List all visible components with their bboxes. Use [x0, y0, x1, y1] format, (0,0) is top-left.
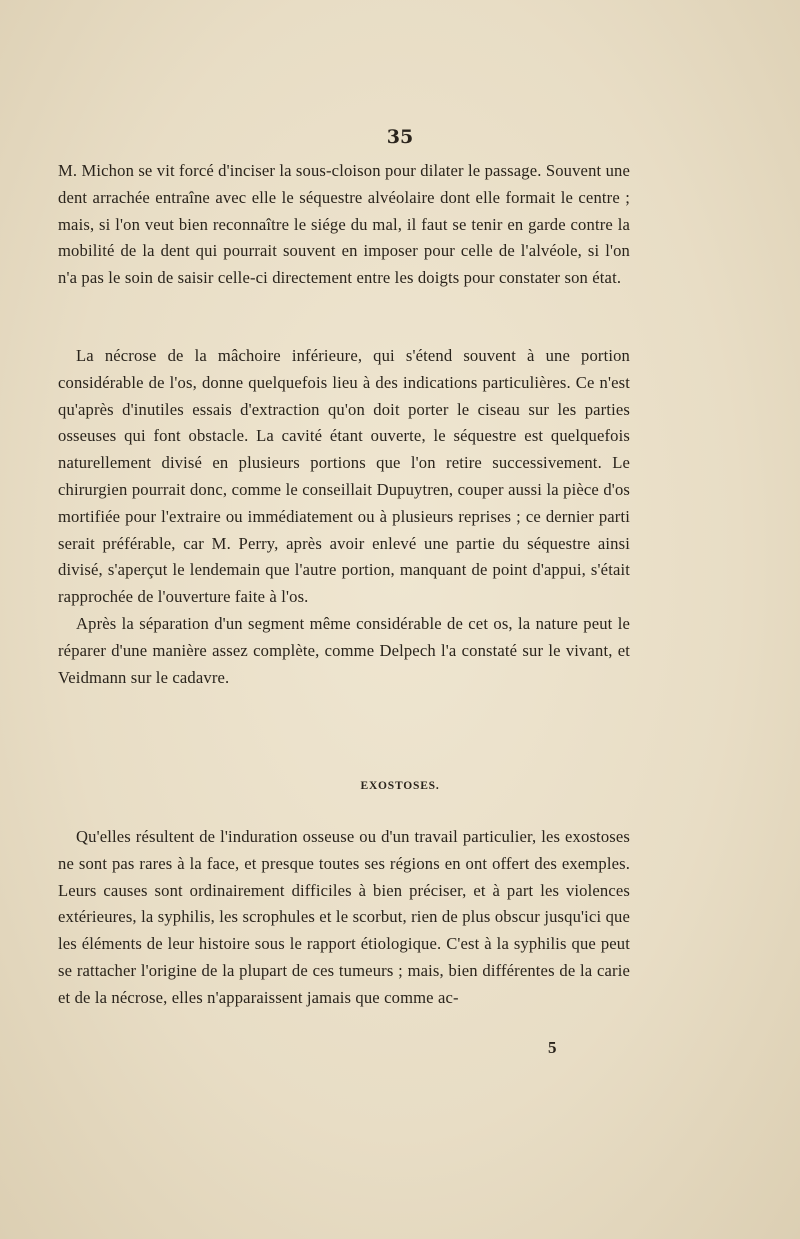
- paragraph-3: Après la séparation d'un segment même considérable de cet os, la nature peut le réparer d'une manière assez complète, comme Delpech l'a constaté sur le vivant, et Veidmann sur le cadavre.: [58, 613, 630, 687]
- paragraph-2: La nécrose de la mâchoire inférieure, qui s'étend souvent à une portion considérable de l'os, donne quelquefois lieu à des indications particulières. Ce n'est qu'après d'inutiles essais d'extraction qu'on doit porter le ciseau sur les parties osseuses qui font obstacle. La cavité étant ouverte, le séquestre est quelquefois naturellement divisé en plusieurs portions que l'on retire successivement. Le chirurgien pourrait donc, comme le conseillait Dupuytren, couper aussi la pièce d'os mortifiée pour l'extraire ou immédiatement ou à plusieurs reprises ; ce dernier parti serait préférable, car M. Perry, après avoir enlevé une partie du séquestre ainsi divisé, s'aperçut le lendemain que l'autre portion, manquant de point d'appui, s'était rapprochée de l'ouverture faite à l'os.: [58, 346, 630, 607]
- paragraph-1: M. Michon se vit forcé d'inciser la sous-cloison pour dilater le passage. Souvent une dent arrachée entraîne avec elle le séquestre alvéolaire dont elle formait le centre ; mais, si l'on veut bien reconnaître le siége du mal, il faut se tenir en garde contre la mobilité de la dent qui pourrait souvent en imposer pour celle de l'alvéole, si l'on n'a pas le soin de saisir celle-ci directement entre les doigts pour constater son état.: [58, 161, 630, 288]
- signature-mark: 5: [548, 1038, 557, 1057]
- text-block-top: [58, 158, 630, 292]
- text-block-middle: [58, 343, 630, 691]
- page-number: 35: [386, 126, 414, 148]
- paragraph-4: Qu'elles résultent de l'induration osseuse ou d'un travail particulier, les exostoses ne sont pas rares à la face, et presque toutes ses régions en ont offert des exemples. Leurs causes sont ordinairement difficiles à bien préciser, et à part les violences extérieures, la syphilis, les scrophules et le scorbut, rien de plus obscur jusqu'ici que les éléments de leur histoire sous le rapport étiologique. C'est à la syphilis que peut se rattacher l'origine de la plupart de ces tumeurs ; mais, bien différentes de la carie et de la nécrose, elles n'apparaissent jamais que comme ac-: [58, 827, 630, 1007]
- text-block-bottom: [58, 824, 630, 1012]
- section-heading: EXOSTOSES.: [360, 780, 440, 792]
